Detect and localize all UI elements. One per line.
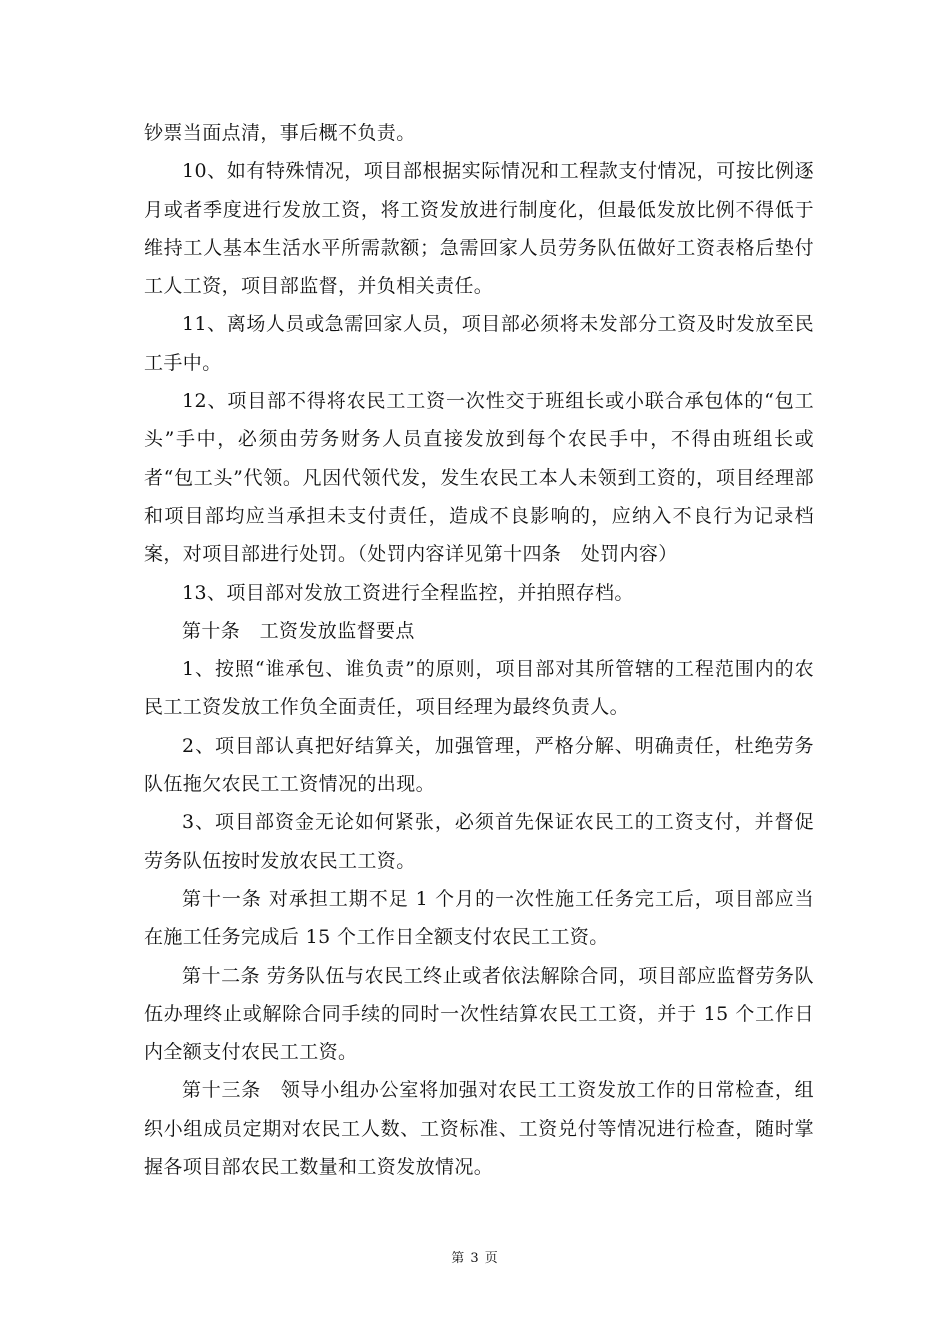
document-body [144,114,814,1186]
page-footer [0,1250,950,1268]
article-12-paragraph: 第十二条 劳务队伍与农民工终止或者依法解除合同，项目部应监督劳务队伍办理终止或解除合同手续的同时一次性结算农民工工资，并于 15 个工作日内全额支付农民工工资。 [144,964,814,1064]
paragraph-item-13: 13、项目部对发放工资进行全程监控，并拍照存档。 [182,581,634,604]
article-13-paragraph: 第十三条 领导小组办公室将加强对农民工工资发放工作的日常检查，组织小组成员定期对农民工人数、工资标准、工资兑付等情况进行检查，随时掌握各项目部农民工数量和工资发放情况。 [144,1079,814,1179]
article-11-paragraph: 第十一条 对承担工期不足 1 个月的一次性施工任务完工后，项目部应当在施工任务完成后 15 个工作日全额支付农民工工资。 [144,887,814,949]
paragraph-item-12: 12、项目部不得将农民工工资一次性交于班组长或小联合承包体的“包工头”手中，必须由劳务财务人员直接发放到每个农民手中，不得由班组长或者“包工头”代领。凡因代领代发，发生农民工本人未领到工资的，项目经理部和项目部均应当承担未支付责任，造成不良影响的，应纳入不良行为记录档案，对项目部进行处罚。（处罚内容详见第十四条 处罚内容） [144,390,814,566]
paragraph-continuation: 钞票当面点清，事后概不负责。 [144,122,416,144]
article-10-heading: 第十条 工资发放监督要点 [182,619,415,642]
paragraph-point-1: 1、按照“谁承包、谁负责”的原则，项目部对其所管辖的工程范围内的农民工工资发放工作负全面责任，项目经理为最终负责人。 [144,658,814,719]
paragraph-item-11: 11、离场人员或急需回家人员，项目部必须将未发部分工资及时发放至民工手中。 [144,313,814,374]
paragraph-point-2: 2、项目部认真把好结算关，加强管理，严格分解、明确责任，杜绝劳务队伍拖欠农民工工资情况的出现。 [144,734,814,796]
paragraph-item-10: 10、如有特殊情况，项目部根据实际情况和工程款支付情况，可按比例逐月或者季度进行发放工资，将工资发放进行制度化，但最低发放比例不得低于维持工人基本生活水平所需款额；急需回家人员劳务队伍做好工资表格后垫付工人工资，项目部监督，并负相关责任。 [144,160,814,298]
page-number: 第 3 页 [451,1251,499,1266]
paragraph-point-3: 3、项目部资金无论如何紧张，必须首先保证农民工的工资支付，并督促劳务队伍按时发放农民工工资。 [144,811,814,872]
